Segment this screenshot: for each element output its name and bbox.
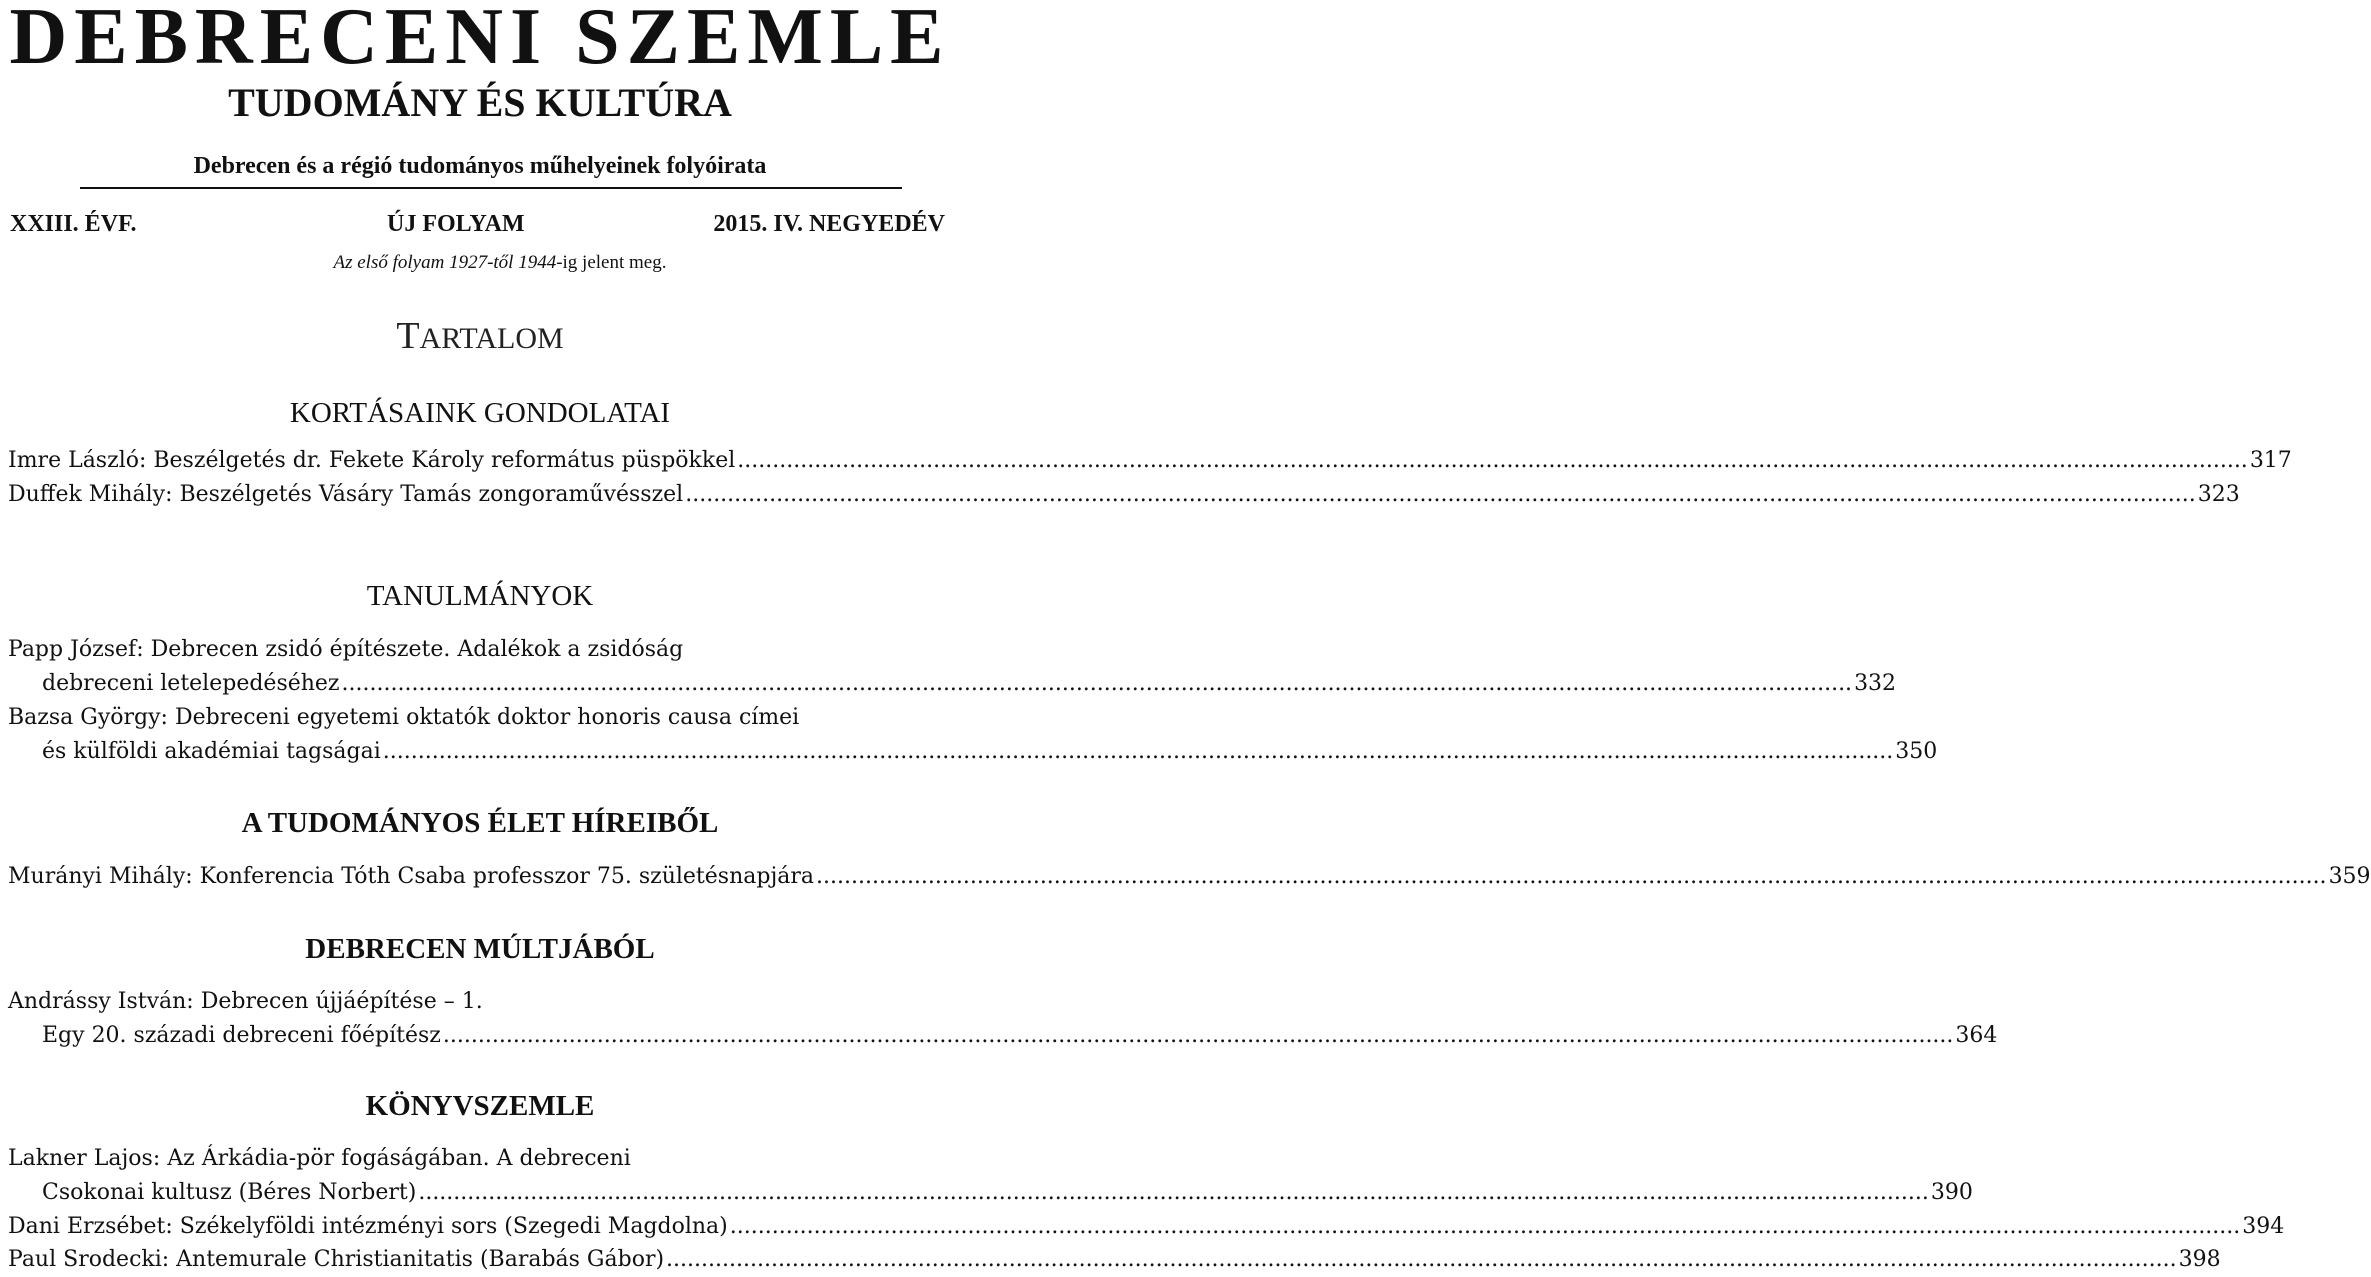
dot-leader: [816, 864, 2327, 889]
entry-title: Dani Erzsébet: Székelyföldi intézményi sors (Szegedi Magdolna): [8, 1214, 728, 1239]
masthead-subtitle: TUDOMÁNY ÉS KULTÚRA: [228, 80, 732, 125]
page-number: 332: [1854, 671, 1897, 696]
toc-entry[interactable]: [8, 701, 1938, 769]
dot-leader: [418, 1180, 1929, 1205]
entry-title: Murányi Mihály: Konferencia Tóth Csaba professzor 75. születésnapjára: [8, 864, 815, 889]
series-label: ÚJ FOLYAM: [387, 211, 525, 237]
toc-entry[interactable]: [8, 633, 1897, 701]
toc-entry[interactable]: [8, 860, 2371, 894]
entry-title-line: Lakner Lajos: Az Árkádia-pör fogáságában. A debreceni: [8, 1146, 631, 1171]
entry-title: Duffek Mihály: Beszélgetés Vásáry Tamás zongoraművésszel: [8, 482, 684, 507]
toc-title-rest: ARTALOM: [419, 322, 564, 355]
entry-title: Paul Srodecki: Antemurale Christianitatis (Barabás Gábor): [8, 1247, 665, 1272]
toc-entry[interactable]: [8, 478, 2240, 512]
page-number: 398: [2178, 1247, 2221, 1272]
entry-title: Egy 20. századi debreceni főépítész: [42, 1023, 441, 1048]
toc-entry[interactable]: [8, 1210, 2285, 1244]
first-series-note: [0, 250, 1000, 276]
header-rule: [80, 187, 902, 189]
entry-title: debreceni letelepedéséhez: [42, 671, 340, 696]
dot-leader: [342, 671, 1853, 696]
first-series-note-italic: Az első folyam 1927-től 1944: [333, 252, 557, 273]
issue-quarter: 2015. IV. NEGYEDÉV: [713, 211, 945, 237]
page-number: 359: [2328, 864, 2371, 889]
toc-entry[interactable]: [8, 444, 2292, 478]
page-number: 394: [2242, 1214, 2285, 1239]
masthead-title: DEBRECENI SZEMLE: [9, 0, 951, 81]
toc-entry[interactable]: [8, 1243, 2221, 1277]
volume-year: XXIII. ÉVF.: [10, 211, 137, 237]
toc-title: [0, 312, 960, 363]
section-heading: TANULMÁNYOK: [366, 580, 594, 612]
dot-leader: [685, 482, 2196, 507]
section-heading: DEBRECEN MÚLTJÁBÓL: [305, 933, 655, 965]
dot-leader: [666, 1247, 2177, 1272]
dot-leader: [443, 1023, 1954, 1048]
section-heading: KÖNYVSZEMLE: [365, 1090, 595, 1122]
entry-title-line: Andrássy István: Debrecen újjáépítése – 1.: [8, 989, 483, 1014]
page-number: 350: [1895, 739, 1938, 764]
dot-leader: [730, 1214, 2241, 1239]
page-number: 323: [2197, 482, 2240, 507]
entry-title: Csokonai kultusz (Béres Norbert): [42, 1180, 417, 1205]
page-number: 317: [2249, 448, 2292, 473]
page-number: 364: [1955, 1023, 1998, 1048]
dot-leader: [737, 448, 2248, 473]
issue-info-row: [10, 208, 945, 240]
entry-title-line: Bazsa György: Debreceni egyetemi oktatók doktor honoris causa címei: [8, 705, 800, 730]
page-number: 390: [1930, 1180, 1973, 1205]
dot-leader: [383, 739, 1894, 764]
first-series-note-rest: -ig jelent meg.: [556, 252, 667, 273]
toc-entry[interactable]: [8, 1142, 1973, 1210]
entry-title-line: Papp József: Debrecen zsidó építészete. Adalékok a zsidóság: [8, 637, 684, 662]
journal-tagline: Debrecen és a régió tudományos műhelyeinek folyóirata: [193, 153, 767, 179]
toc-entry[interactable]: [8, 985, 1998, 1053]
section-heading: A TUDOMÁNYOS ÉLET HÍREIBŐL: [241, 807, 719, 839]
entry-title: Imre László: Beszélgetés dr. Fekete Károly református püspökkel: [8, 448, 736, 473]
entry-title: és külföldi akadémiai tagságai: [42, 739, 381, 764]
toc-title-initial: T: [396, 315, 420, 357]
section-heading: KORTÁSAINK GONDOLATAI: [289, 397, 671, 429]
